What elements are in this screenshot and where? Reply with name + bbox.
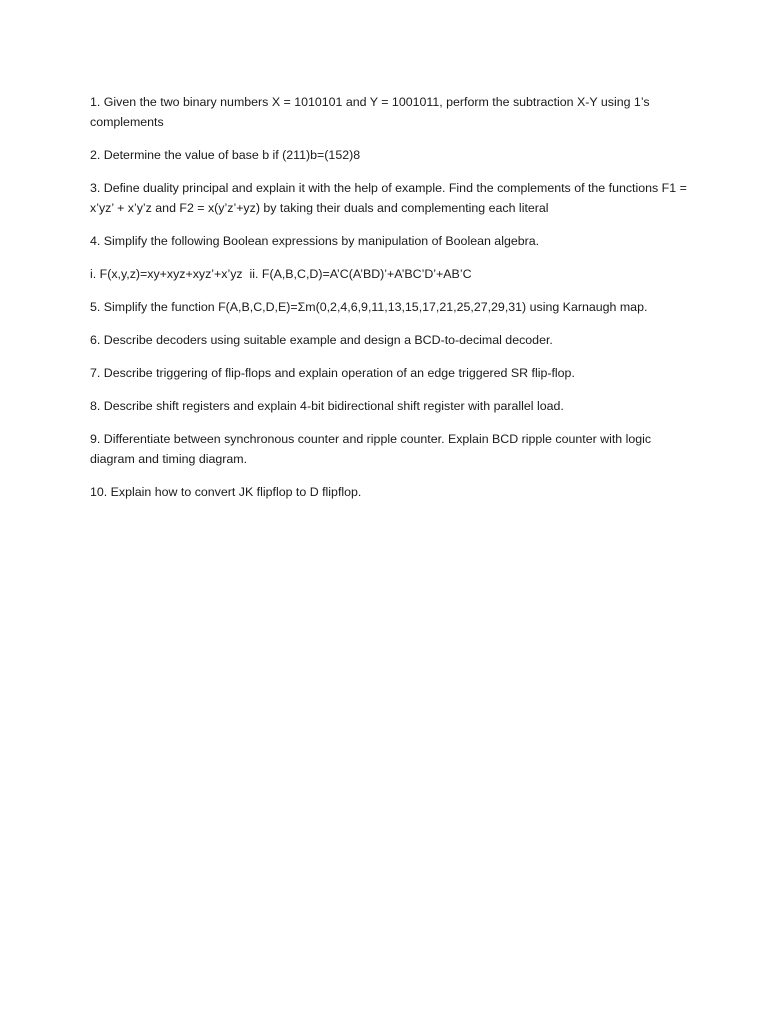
- question-2: 2. Determine the value of base b if (211)b=(152)8: [90, 148, 361, 162]
- question-8: 8. Describe shift registers and explain 4-bit bidirectional shift register with parallel load.: [90, 399, 564, 413]
- question-1: 1. Given the two binary numbers X = 1010101 and Y = 1001011, perform the subtraction X-Y using 1’s complements: [90, 95, 650, 129]
- question-7: 7. Describe triggering of flip-flops and explain operation of an edge triggered SR flip-flop.: [90, 366, 575, 380]
- question-10: 10. Explain how to convert JK flipflop to D flipflop.: [90, 485, 362, 499]
- question-9: 9. Differentiate between synchronous counter and ripple counter. Explain BCD ripple counter with logic diagram and timing diagram.: [90, 432, 652, 466]
- question-3: 3. Define duality principal and explain it with the help of example. Find the complements of the functions F1 = x’yz’ + x’y’z and F2 = x(y’z’+yz) by taking their duals and complementing each literal: [90, 181, 687, 215]
- question-4-parts: i. F(x,y,z)=xy+xyz+xyz’+x’yz ii. F(A,B,C,D)=A’C(A’BD)’+A’BC’D’+AB’C: [90, 267, 472, 281]
- question-6: 6. Describe decoders using suitable example and design a BCD-to-decimal decoder.: [90, 333, 553, 347]
- question-list: [90, 92, 690, 515]
- question-5: 5. Simplify the function F(A,B,C,D,E)=Σm(0,2,4,6,9,11,13,15,17,21,25,27,29,31) using Karnaugh map.: [90, 300, 648, 314]
- question-4: 4. Simplify the following Boolean expressions by manipulation of Boolean algebra.: [90, 234, 540, 248]
